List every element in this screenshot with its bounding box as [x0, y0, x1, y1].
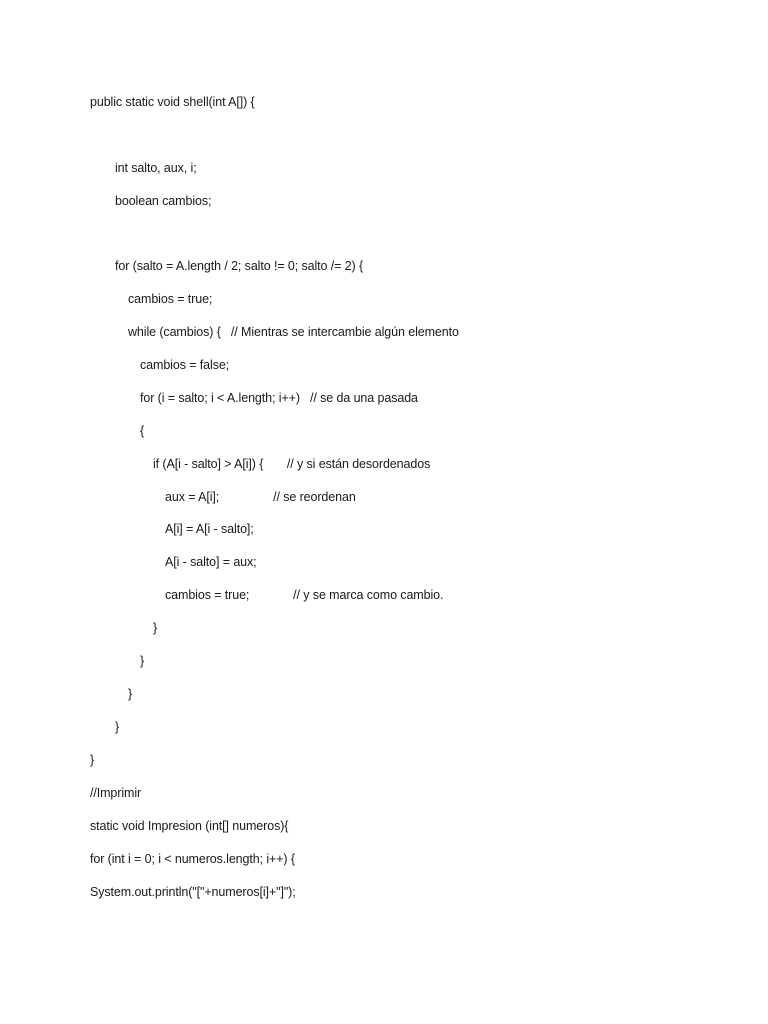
- code-line: System.out.println("["+numeros[i]+"]");: [90, 885, 296, 899]
- code-line: cambios = true; // y se marca como cambio.: [165, 588, 444, 602]
- code-line: static void Impresion (int[] numeros){: [90, 819, 289, 833]
- code-line: for (i = salto; i < A.length; i++) // se da una pasada: [140, 391, 418, 405]
- code-line: cambios = true;: [128, 292, 213, 306]
- code-line: boolean cambios;: [115, 194, 212, 208]
- code-line: {: [140, 424, 145, 438]
- code-line: public static void shell(int A[]) {: [90, 95, 255, 109]
- code-line: }: [115, 720, 120, 734]
- code-line: int salto, aux, i;: [115, 161, 197, 175]
- code-line: }: [128, 687, 133, 701]
- code-line: }: [153, 621, 158, 635]
- code-line: A[i - salto] = aux;: [165, 555, 257, 569]
- code-line: for (int i = 0; i < numeros.length; i++) {: [90, 852, 295, 866]
- code-line: aux = A[i]; // se reordenan: [165, 490, 356, 504]
- code-line: while (cambios) { // Mientras se intercambie algún elemento: [128, 325, 459, 339]
- code-line: for (salto = A.length / 2; salto != 0; salto /= 2) {: [115, 259, 364, 273]
- code-line: A[i] = A[i - salto];: [165, 522, 254, 536]
- code-line: }: [90, 753, 95, 767]
- code-line: }: [140, 654, 145, 668]
- code-line: if (A[i - salto] > A[i]) { // y si están desordenados: [153, 457, 431, 471]
- code-line: cambios = false;: [140, 358, 230, 372]
- code-comment: //Imprimir: [90, 786, 142, 800]
